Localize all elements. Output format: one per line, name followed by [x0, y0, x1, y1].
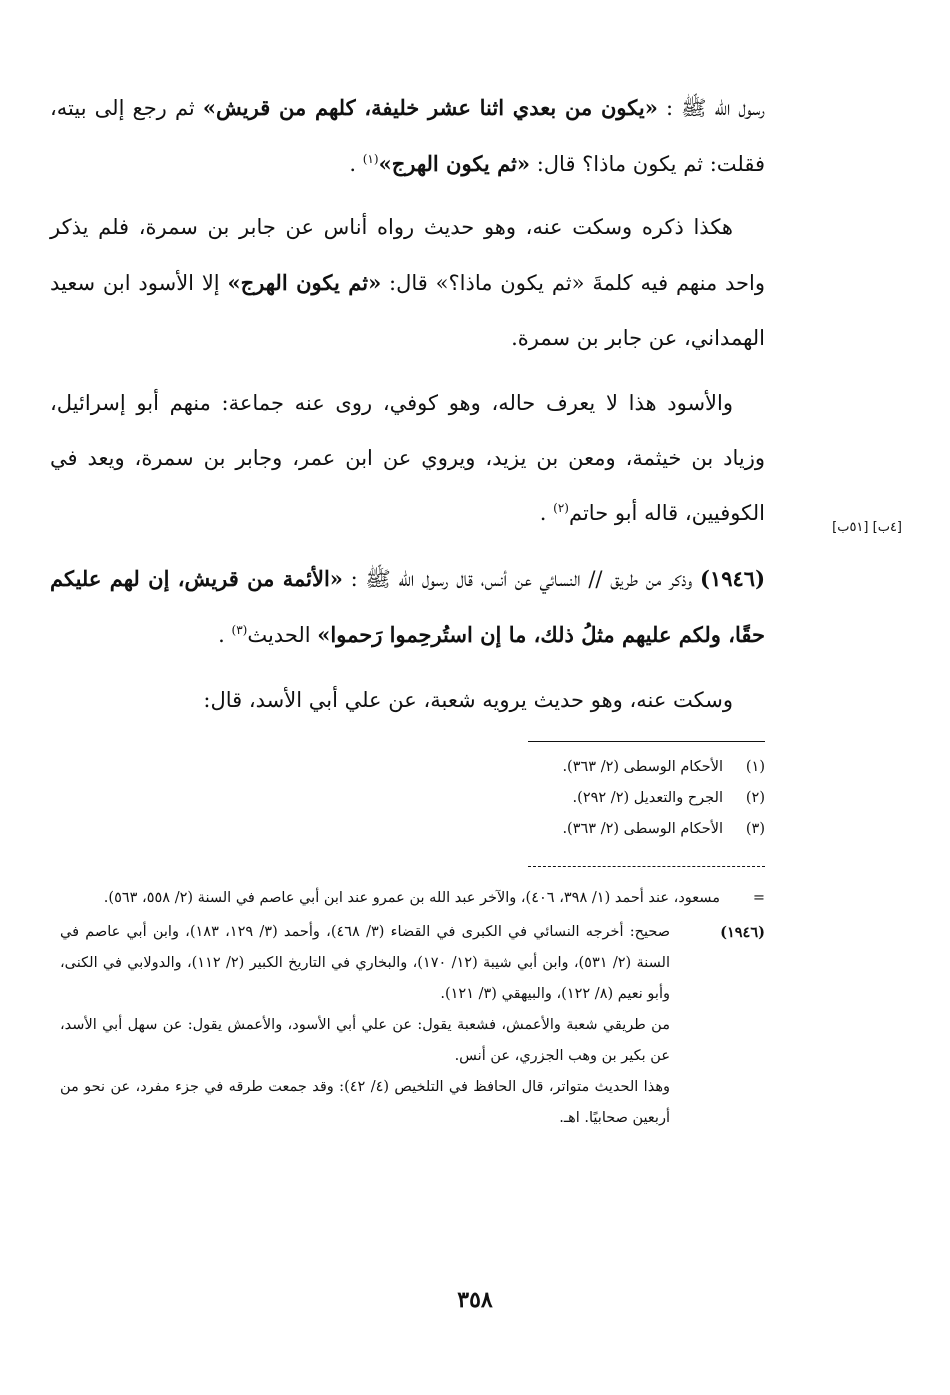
annotation-line: صحيح: أخرجه النسائي في الكبرى في القضاء (٣/ ٤٦٨)، وأحمد (٣/ ١٢٩، ١٨٣)، وابن أبي عاصم في السنة (٢/ ٥٣١)، وابن أبي شيبة (١٢/ ١٧٠)، والبخاري في التاريخ الكبير (٢/ ١١٢)، والدولابي في الكنى، وأبو نعيم (٨/ ١٢٢)، والبيهقي (٣/ ١٢١). — [60, 924, 671, 1002]
footnote-1: (١) الأحكام الوسطى (٢/ ٣٦٣). — [562, 759, 765, 775]
main-text — [50, 80, 765, 728]
footnotes — [300, 752, 765, 845]
footnote-ref-2[interactable]: (٢) — [553, 501, 569, 515]
paragraph-3: والأسود هذا لا يعرف حاله، وهو كوفي، روى عنه جماعة: منهم أبو إسرائيل، وزياد بن خيثمة، ومعن بن يزيد، ويروي عن ابن عمر، وجابر بن سمرة، ويعد في الكوفيين، قاله أبو حاتم$^{(٢)}$ . — [50, 391, 765, 525]
footnote-rule — [528, 741, 765, 742]
annotation-1946: (١٩٤٦) صحيح: أخرجه النسائي في الكبرى في القضاء (٣/ ٤٦٨)، وأحمد (٣/ ١٢٩، ١٨٣)، وابن أبي عاصم في السنة (٢/ ٥٣١)، وابن أبي شيبة (١٢/ ١٧٠)، والبخاري في التاريخ الكبير (٢/ ١١٢)، والدولابي في الكنى، وأبو نعيم (٨/ ١٢٢)، والبيهقي (٣/ ١٢١). من طريقي شعبة والأعمش، فشعبة يقول: عن علي أبي الأسود، والأعمش يقول: عن سهل أبي الأسد، عن بكير بن وهب الجزري، عن أنس. وهذا الحديث متواتر، قال الحافظ في التلخيص (٤/ ٤٢): وقد جمعت طرقه في جزء مفرد، عن نحو من أربعين صحابيًا. اهـ. — [60, 917, 765, 1134]
hadith-number: (١٩٤٦) — [700, 566, 766, 591]
paragraph-2: هكذا ذكره وسكت عنه، وهو حديث رواه أناس عن جابر بن سمرة، فلم يذكر واحد منهم فيه كلمةَ «ثم يكون ماذا؟» قال: «ثم يكون الهرج» إلا الأسود ابن سعيد الهمداني، عن جابر بن سمرة. — [50, 215, 765, 350]
annotation-separator — [528, 866, 765, 867]
paragraph-5: وسكت عنه، وهو حديث يرويه شعبة، عن علي أبي الأسد، قال: — [203, 688, 733, 712]
annotation-continued: = مسعود، عند أحمد (١/ ٣٩٨، ٤٠٦)، والآخر عبد الله بن عمرو عند ابن أبي عاصم في السنة (٢/ ٥٥٨، ٥٦٣). — [103, 890, 765, 906]
paragraph-1: رسول الله ﷺ : «يكون من بعدي اثنا عشر خليفة، كلهم من قريش» ثم رجع إلى بيته، فقلت: ثم يكون ماذا؟ قال: «ثم يكون الهرج»$^{(١)}$ . — [50, 95, 765, 176]
editor-annotations — [60, 883, 765, 1137]
footnote-ref-3[interactable]: (٣) — [231, 623, 248, 637]
annotation-line: وهذا الحديث متواتر، قال الحافظ في التلخيص (٤/ ٤٢): وقد جمعت طرقه في جزء مفرد، عن نحو من أربعين صحابيًا. اهـ. — [60, 1079, 670, 1126]
paragraph-4: (١٩٤٦) وذكر من طريق // النسائي عن أنس، قال رسول الله ﷺ : «الأئمة من قريش، إن لهم عليكم حقًا، ولكم عليهم مثلُ ذلك، ما إن استُرحِموا رَحموا» الحديث$^{(٣)}$ . — [50, 566, 766, 647]
footnote-3: (٣) الأحكام الوسطى (٢/ ٣٦٣). — [562, 821, 765, 837]
page-number: ٣٥٨ — [457, 1287, 493, 1313]
margin-manuscript-note: [٤ب] [٥١ب] — [832, 520, 902, 535]
annotation-line: من طريقي شعبة والأعمش، فشعبة يقول: عن علي أبي الأسود، والأعمش يقول: عن سهل أبي الأسد، عن بكير بن وهب الجزري، عن أنس. — [60, 1017, 670, 1064]
footnote-2: (٢) الجرح والتعديل (٢/ ٢٩٢). — [572, 790, 765, 806]
footnote-ref-1[interactable]: (١) — [362, 152, 379, 166]
